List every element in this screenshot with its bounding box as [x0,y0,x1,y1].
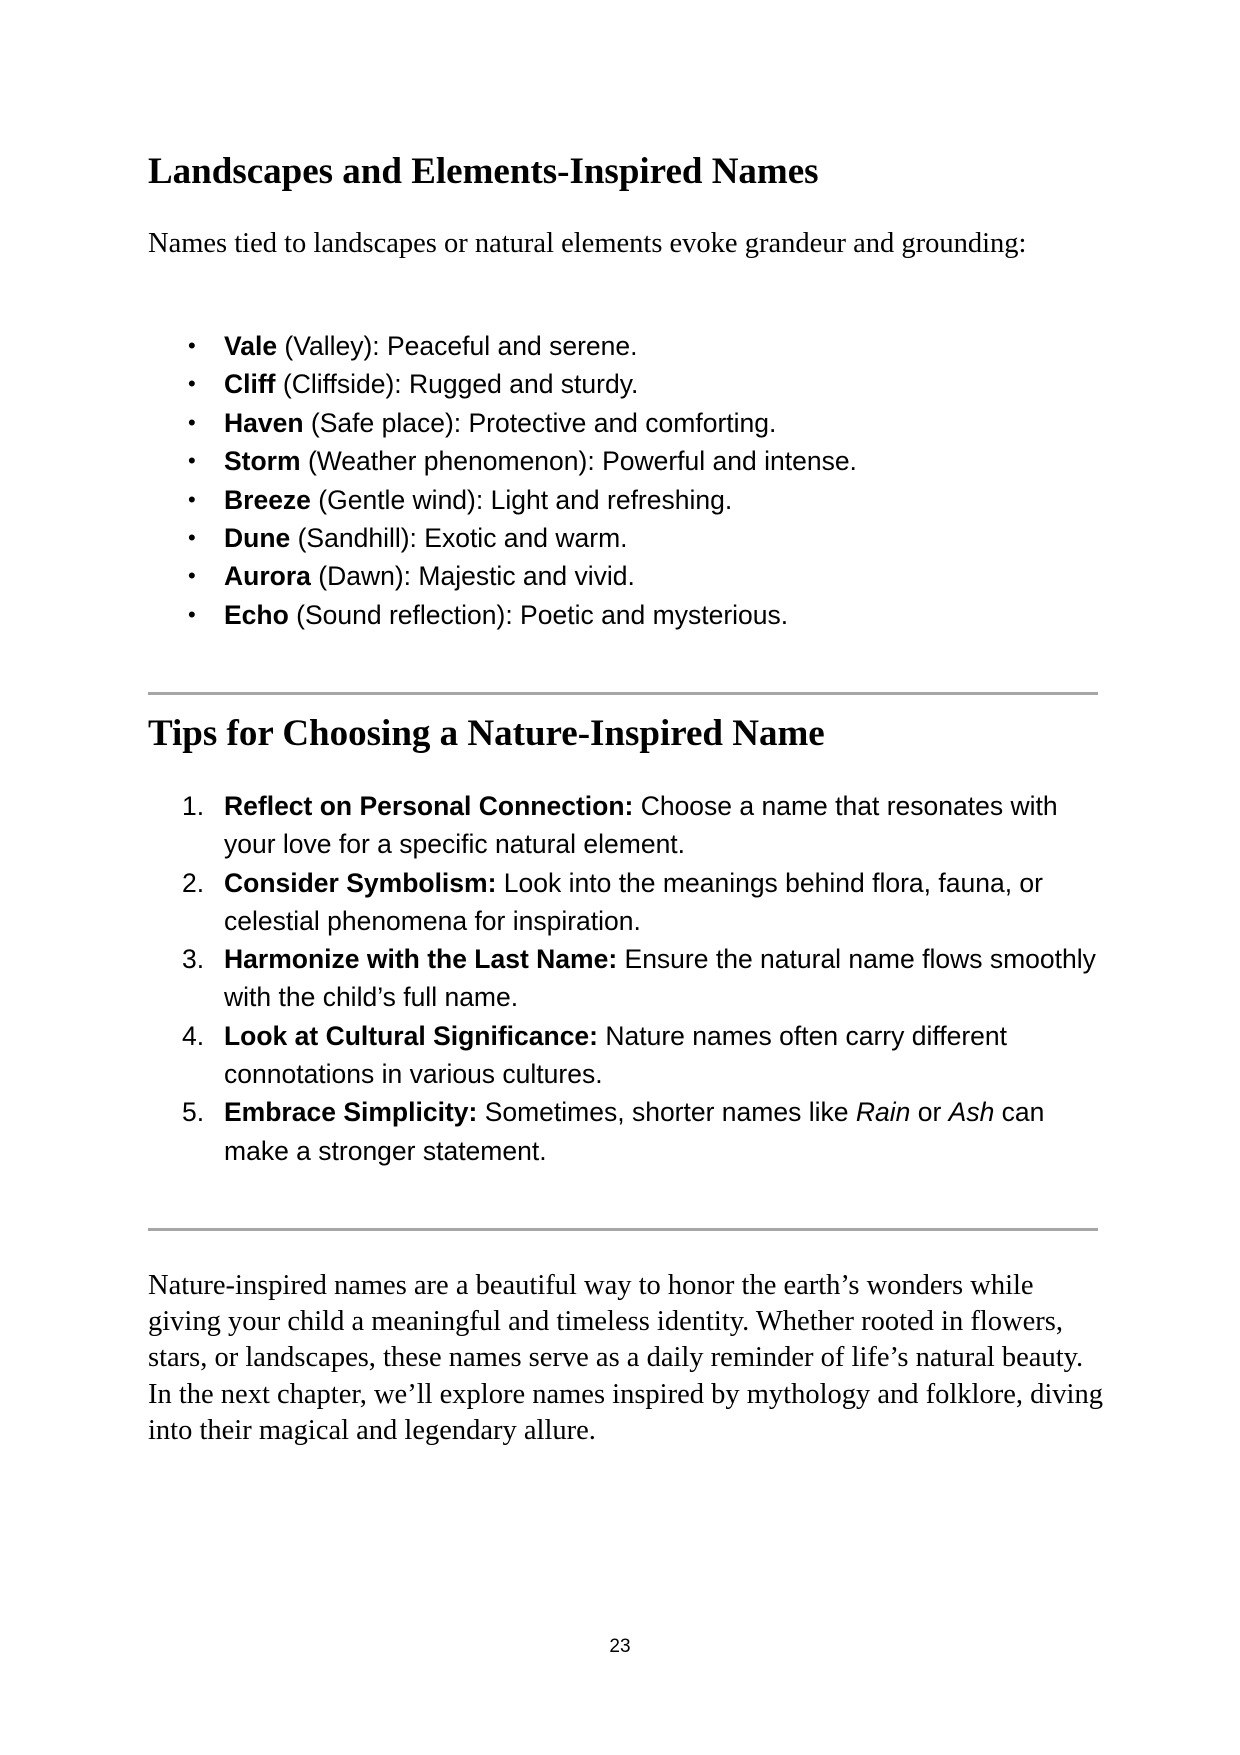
tip-title: Harmonize with the Last Name: [224,944,618,975]
tip-item [148,787,1108,864]
name-term: Aurora [224,561,311,592]
name-description: (Gentle wind): Light and refreshing. [310,484,733,515]
tips-list [148,787,1108,1170]
name-term: Cliff [224,369,276,400]
horizontal-divider [148,1228,1098,1231]
tip-number: 3. [182,944,205,975]
tip-text: can make a stronger statement. [224,1097,1045,1166]
tip-title: Embrace Simplicity: [224,1097,478,1128]
name-description: (Weather phenomenon): Powerful and intense. [300,446,857,477]
tip-text: Look into the meanings behind flora, fauna, or celestial phenomena for inspiration. [224,867,1043,936]
bullet-marker: • [188,486,196,512]
section-heading-tips: Tips for Choosing a Nature-Inspired Name [148,713,825,754]
tip-item [148,940,1108,1017]
list-item [148,365,857,403]
tip-title: Look at Cultural Significance: [224,1020,598,1051]
name-term: Storm [224,446,301,477]
list-item [148,557,857,595]
tip-title: Consider Symbolism: [224,867,497,898]
list-item [148,481,857,519]
tip-text: Nature names often carry different connotations in various cultures. [224,1020,1007,1090]
bullet-marker: • [188,448,196,474]
tip-text: Sometimes, shorter names like [477,1097,856,1128]
list-item [148,442,857,480]
tip-number: 4. [182,1020,205,1051]
tip-text: Ensure the natural name flows smoothly with the child’s full name. [224,944,1096,1013]
bullet-marker: • [188,601,196,627]
bullet-marker: • [188,409,196,435]
landscape-names-list [148,327,857,634]
tip-text: or [910,1097,949,1128]
tip-text: Choose a name that resonates with your love for a specific natural element. [224,791,1058,860]
name-description: (Dawn): Majestic and vivid. [310,561,635,592]
list-item [148,596,857,634]
name-term: Dune [224,523,291,554]
name-term: Breeze [224,484,311,515]
tip-item [148,864,1108,941]
section-heading-landscapes: Landscapes and Elements-Inspired Names [148,151,819,192]
name-term: Haven [224,407,304,438]
bullet-marker: • [188,333,196,358]
example-name-ash: Ash [948,1097,995,1128]
tip-title: Reflect on Personal Connection: [224,791,634,821]
closing-paragraph: Nature-inspired names are a beautiful way to honor the earth’s wonders while giving your child a meaningful and timeless identity. Whether rooted in flowers, stars, or landscapes, these names serve as a daily reminder of life’s natural beauty. In the next chapter, we’ll explore names inspired by mythology and folklore, diving into their magical and legendary allure. [148,1270,1103,1446]
name-term: Echo [224,599,289,630]
tip-number: 2. [182,867,205,898]
page-number: 23 [609,1636,631,1657]
name-term: Vale [224,331,278,361]
list-item [148,519,857,557]
example-name-rain: Rain [855,1097,911,1128]
tip-number: 1. [182,791,205,821]
tip-number: 5. [182,1097,205,1128]
bullet-marker: • [188,371,196,397]
bullet-marker: • [188,563,196,589]
name-description: (Valley): Peaceful and serene. [277,331,638,361]
list-item [148,327,857,365]
tip-item [148,1017,1108,1094]
name-description: (Cliffside): Rugged and sturdy. [275,369,639,400]
name-description: (Sandhill): Exotic and warm. [290,523,628,554]
horizontal-divider [148,692,1098,695]
name-description: (Safe place): Protective and comforting. [303,407,777,438]
section-intro-paragraph: Names tied to landscapes or natural elements evoke grandeur and grounding: [148,228,1027,259]
bullet-marker: • [188,525,196,551]
tip-item [148,1093,1108,1170]
list-item [148,404,857,442]
name-description: (Sound reflection): Poetic and mysterious. [288,599,789,630]
